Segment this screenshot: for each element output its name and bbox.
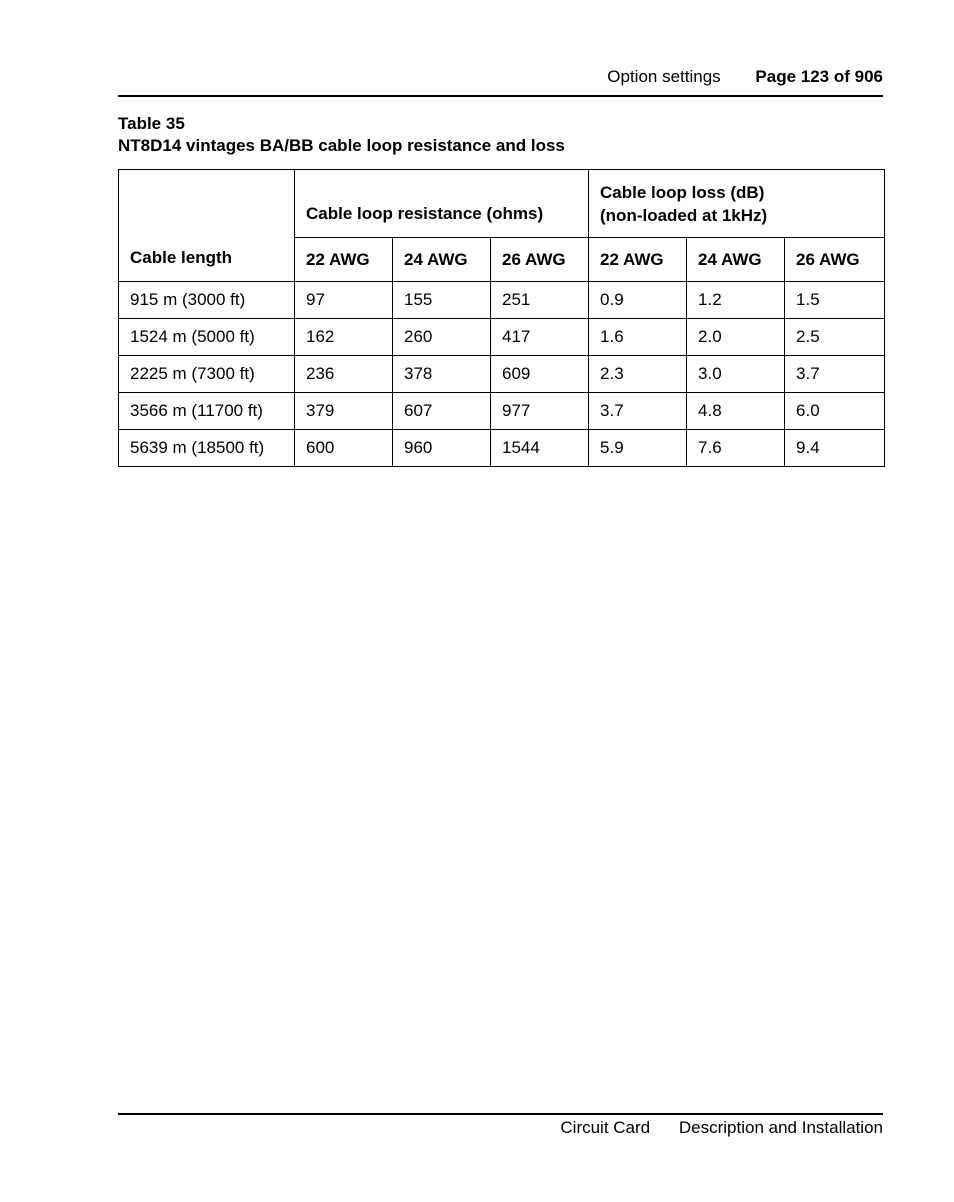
cell-length: 3566 m (11700 ft) bbox=[119, 393, 295, 430]
table-cell: 3.0 bbox=[687, 356, 785, 393]
table-row bbox=[119, 356, 885, 393]
table-row bbox=[119, 393, 885, 430]
footer-rule bbox=[118, 1113, 883, 1115]
table-cell: 2.0 bbox=[687, 319, 785, 356]
table-cell: 1.5 bbox=[785, 282, 885, 319]
table-cell: 600 bbox=[295, 430, 393, 467]
gauge-header: 26 AWG bbox=[491, 238, 589, 282]
table-row bbox=[119, 430, 885, 467]
table-row bbox=[119, 282, 885, 319]
page-footer bbox=[118, 1117, 883, 1139]
section-title: Option settings bbox=[607, 67, 721, 86]
table-cell: 2.3 bbox=[589, 356, 687, 393]
table-cell: 5.9 bbox=[589, 430, 687, 467]
footer-doc-title: Description and Installation bbox=[678, 1118, 883, 1137]
table-cell: 2.5 bbox=[785, 319, 885, 356]
table-cell: 7.6 bbox=[687, 430, 785, 467]
table-cell: 6.0 bbox=[785, 393, 885, 430]
page-number: Page 123 of 906 bbox=[755, 67, 883, 86]
column-group-resistance: Cable loop resistance (ohms) bbox=[295, 170, 589, 238]
table-cell: 417 bbox=[491, 319, 589, 356]
loss-header-line1: Cable loop loss (dB) bbox=[600, 182, 765, 202]
table-title: NT8D14 vintages BA/BB cable loop resistance and loss bbox=[118, 136, 565, 155]
header-rule bbox=[118, 95, 883, 97]
table-cell: 3.7 bbox=[589, 393, 687, 430]
cell-length: 1524 m (5000 ft) bbox=[119, 319, 295, 356]
column-group-loss bbox=[589, 170, 885, 238]
table-cell: 4.8 bbox=[687, 393, 785, 430]
table-row bbox=[119, 319, 885, 356]
table-cell: 1.2 bbox=[687, 282, 785, 319]
table-number: Table 35 bbox=[118, 114, 185, 133]
cell-length: 5639 m (18500 ft) bbox=[119, 430, 295, 467]
table-cell: 0.9 bbox=[589, 282, 687, 319]
table-cell: 3.7 bbox=[785, 356, 885, 393]
table-cell: 1.6 bbox=[589, 319, 687, 356]
header-row-group bbox=[119, 170, 885, 238]
gauge-header: 26 AWG bbox=[785, 238, 885, 282]
table-cell: 960 bbox=[393, 430, 491, 467]
gauge-header: 22 AWG bbox=[295, 238, 393, 282]
table-cell: 1544 bbox=[491, 430, 589, 467]
loss-header-line2: (non-loaded at 1kHz) bbox=[600, 205, 768, 225]
table-cell: 260 bbox=[393, 319, 491, 356]
cell-length: 2225 m (7300 ft) bbox=[119, 356, 295, 393]
table-cell: 236 bbox=[295, 356, 393, 393]
cell-length: 915 m (3000 ft) bbox=[119, 282, 295, 319]
table-cell: 97 bbox=[295, 282, 393, 319]
cable-loop-table bbox=[118, 169, 885, 467]
table-cell: 607 bbox=[393, 393, 491, 430]
table-cell: 609 bbox=[491, 356, 589, 393]
gauge-header: 24 AWG bbox=[393, 238, 491, 282]
footer-product: Circuit Card bbox=[560, 1118, 651, 1137]
table-cell: 379 bbox=[295, 393, 393, 430]
page-header bbox=[118, 66, 883, 88]
gauge-header: 22 AWG bbox=[589, 238, 687, 282]
table-caption bbox=[118, 113, 565, 157]
column-header-length: Cable length bbox=[119, 170, 295, 282]
table-cell: 155 bbox=[393, 282, 491, 319]
table-cell: 9.4 bbox=[785, 430, 885, 467]
table-cell: 977 bbox=[491, 393, 589, 430]
table-cell: 162 bbox=[295, 319, 393, 356]
table-cell: 251 bbox=[491, 282, 589, 319]
table-cell: 378 bbox=[393, 356, 491, 393]
gauge-header: 24 AWG bbox=[687, 238, 785, 282]
